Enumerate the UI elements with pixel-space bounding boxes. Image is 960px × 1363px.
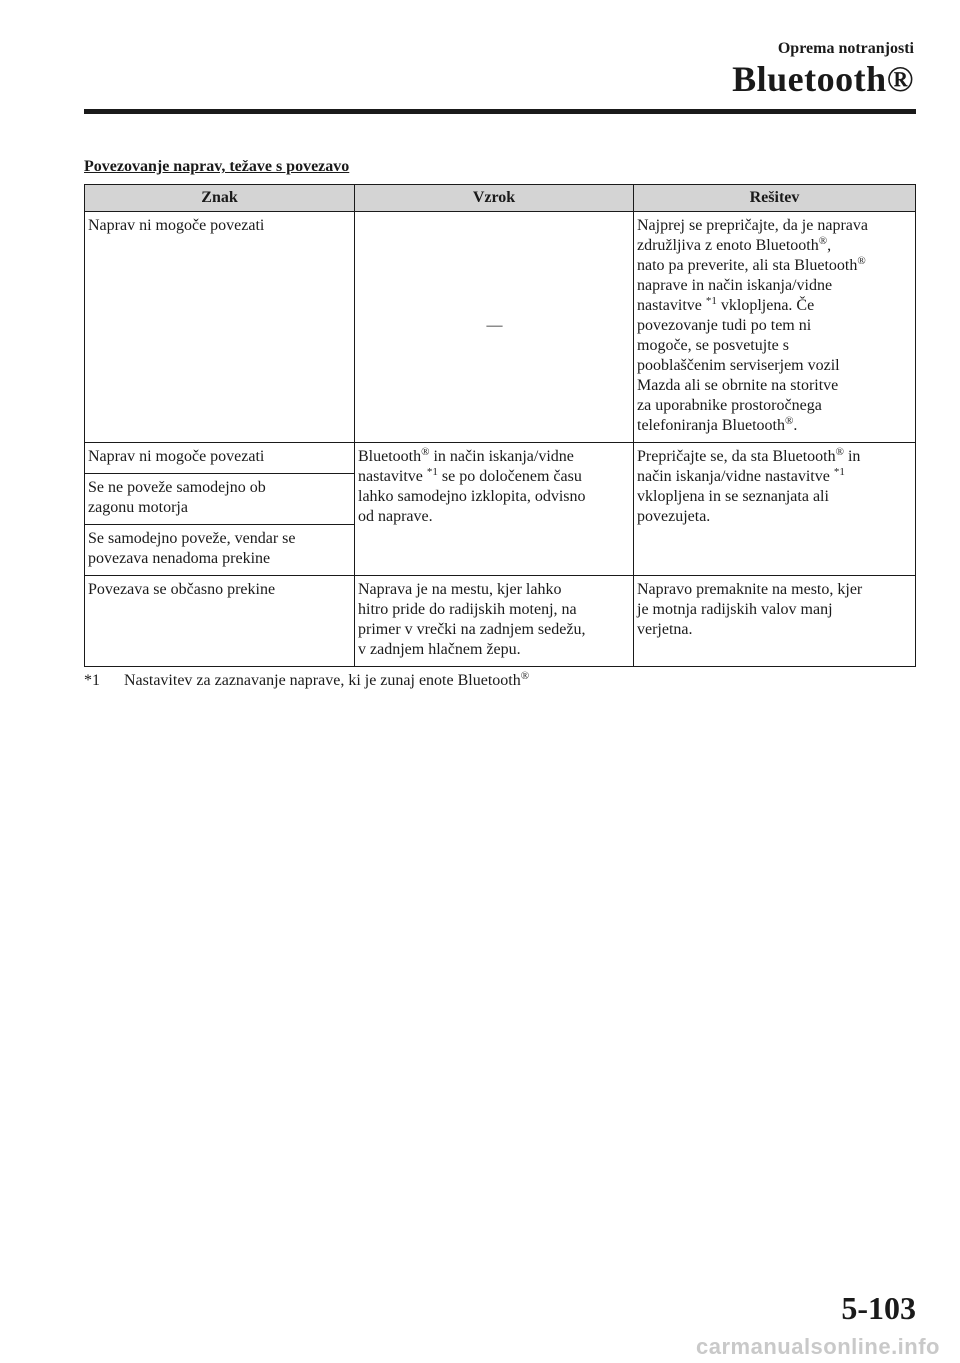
section-heading: Povezovanje naprav, težave s povezavo: [84, 158, 350, 175]
table-row: [85, 576, 916, 667]
troubleshooting-table: [84, 184, 916, 667]
footnote: [84, 672, 529, 690]
table-header-row: [85, 185, 916, 212]
row2-vzrok: Bluetooth® in način iskanja/vidne nastavitve $^{*1}$ se po določenem času lahko samodejno izklopita, odvisno od naprave.: [355, 443, 634, 576]
footnote-mark: *1: [84, 672, 100, 689]
page-title: Bluetooth®: [732, 59, 914, 99]
footnote-reg: ®: [520, 670, 530, 682]
row2-znak: Naprav ni mogoče povezati: [85, 443, 355, 474]
table-row: [85, 443, 916, 474]
row5-resitev: Napravo premaknite na mesto, kjer je motnja radijskih valov manj verjetna.: [634, 576, 916, 667]
column-header-resitev: Rešitev: [634, 185, 916, 212]
row5-vzrok: Naprava je na mestu, kjer lahko hitro pride do radijskih motenj, na primer v vrečki na zadnjem sedežu, v zadnjem hlačnem žepu.: [355, 576, 634, 667]
header-divider: [84, 109, 916, 114]
page-number: 5-103: [841, 1290, 916, 1326]
watermark: carmanualsonline.info: [696, 1334, 940, 1359]
column-header-znak: Znak: [85, 185, 355, 212]
row5-znak: Povezava se občasno prekine: [85, 576, 355, 667]
row1-vzrok: —: [355, 212, 634, 443]
section-title: Oprema notranjosti: [777, 40, 914, 57]
footnote-text: Nastavitev za zaznavanje naprave, ki je zunaj enote Bluetooth: [124, 672, 521, 689]
row1-znak: Naprav ni mogoče povezati: [85, 212, 355, 443]
row3-znak: Se ne poveže samodejno ob zagonu motorja: [85, 474, 355, 525]
row2-resitev: Prepričajte se, da sta Bluetooth® in način iskanja/vidne nastavitve $^{*1}$ vklopljena in se seznanjata ali povezujeta.: [634, 443, 916, 576]
row4-znak: Se samodejno poveže, vendar se povezava nenadoma prekine: [85, 525, 355, 576]
row1-resitev: Najprej se prepričajte, da je naprava združljiva z enoto Bluetooth®, nato pa preverite, ali sta Bluetooth® naprave in način iskanja/vidne nastavitve $^{*1}$ vklopljena. Če povezovanje tudi po tem ni mogoče, se posvetujte s pooblaščenim serviserjem vozil Mazda ali se obrnite na storitve za uporabnike prostoročnega telefoniranja Bluetooth®.: [634, 212, 916, 443]
table-row: [85, 212, 916, 443]
column-header-vzrok: Vzrok: [355, 185, 634, 212]
